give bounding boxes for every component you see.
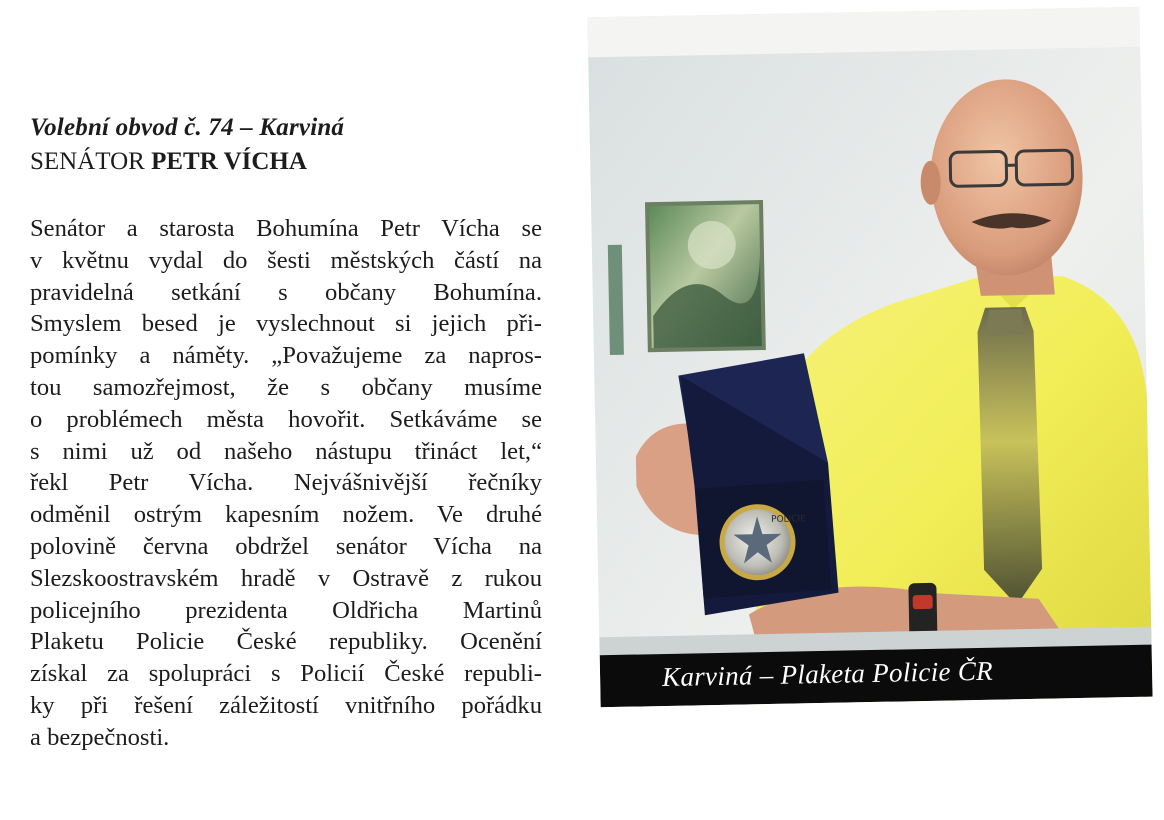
article-line: ky při řešení záležitostí vnitřního pořádku (30, 691, 542, 719)
article-body (30, 213, 542, 754)
article-line: pomínky a náměty. „Považujeme za napros- (30, 342, 542, 370)
photo-caption-bar (600, 645, 1153, 708)
article-line: o problémech města hovořit. Setkáváme se (30, 405, 542, 433)
senator-name: PETR VÍCHA (151, 148, 307, 175)
article-line: Senátor a starosta Bohumína Petr Vícha se (30, 215, 542, 242)
senator-photo (587, 7, 1152, 707)
senator-prefix: SENÁTOR (30, 148, 145, 175)
article-line: v květnu vydal do šesti městských částí na (30, 246, 542, 274)
article-line: policejního prezidenta Oldřicha Martinů (30, 596, 542, 624)
article-line: získal za spolupráci s Policií České republi- (30, 660, 542, 688)
electoral-district-title: Volební obvod č. 74 – Karviná (30, 114, 345, 141)
photo-caption: Karviná – Plaketa Policie ČR (661, 655, 994, 693)
article-line: pravidelná setkání s občany Bohumína. (30, 278, 542, 306)
photo-illustration (587, 7, 1152, 707)
senator-title (30, 145, 344, 179)
article-line: řekl Petr Vícha. Nejvášnivější řečníky (30, 469, 542, 497)
article-line: Slezskoostravském hradě v Ostravě z rukou (30, 564, 542, 592)
article-line: odměnil ostrým kapesním nožem. Ve druhé (30, 501, 542, 529)
article-line: Plaketu Policie České republiky. Ocenění (30, 628, 542, 656)
article-heading (30, 111, 344, 179)
article-line: tou samozřejmost, že s občany musíme (30, 373, 542, 401)
article-line: Smyslem besed je vyslechnout si jejich při- (30, 310, 542, 338)
article-line: polovině června obdržel senátor Vícha na (30, 532, 542, 560)
article-line: a bezpečnosti. (30, 723, 170, 751)
article-line: s nimi už od našeho nástupu třináct let,“ (30, 437, 542, 465)
medal-inscription: POLICIE (771, 514, 807, 525)
